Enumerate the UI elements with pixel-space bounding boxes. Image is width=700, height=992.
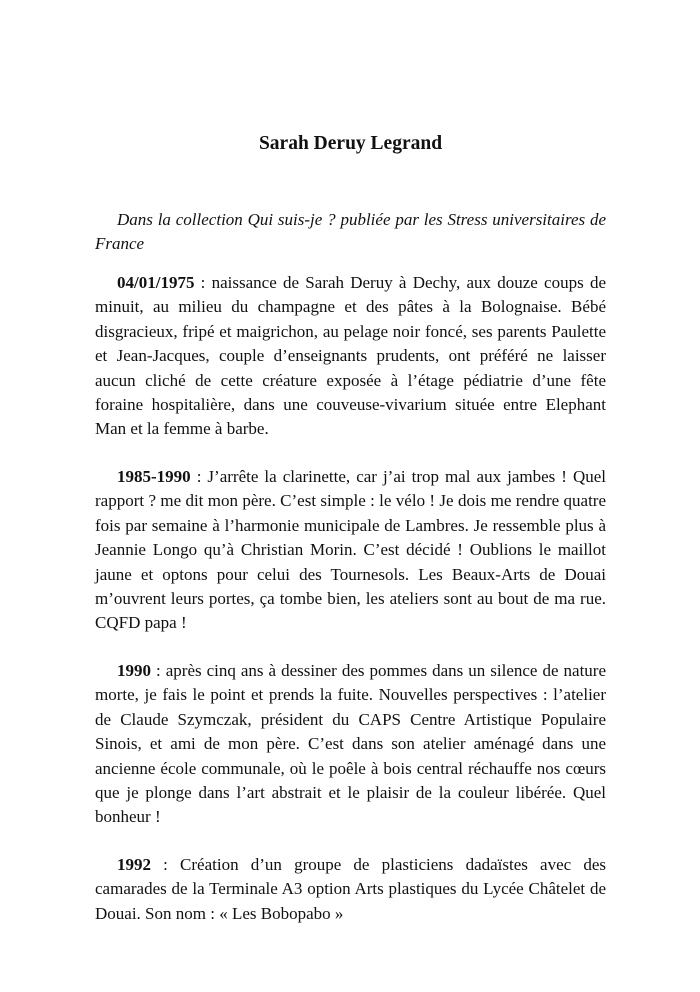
- entry-text: : J’arrête la clarinette, car j’ai trop mal aux jambes ! Quel rapport ? me dit mon père. C’est simple : le vélo ! Je dois me rendre quatre fois par semaine à l’harmonie municipale de Lambres. Je ressemble plus à Jeannie Longo qu’à Christian Morin. C’est décidé ! Oublions le maillot jaune et optons pour celui des Tournesols. Les Beaux-Arts de Douai m’ouvrent leurs portes, ça tombe bien, les ateliers sont au bout de ma rue. CQFD papa !: [95, 467, 606, 633]
- timeline-entry: [95, 271, 606, 442]
- timeline-entry: [95, 465, 606, 636]
- entry-text: : Création d’un groupe de plasticiens dadaïstes avec des camarades de la Terminale A3 option Arts plastiques du Lycée Châtelet de Douai. Son nom : « Les Bobopabo »: [95, 855, 606, 923]
- intro-paragraph: Dans la collection Qui suis-je ? publiée par les Stress universitaires de France: [95, 210, 606, 253]
- entry-text: : après cinq ans à dessiner des pommes dans un silence de nature morte, je fais le point et prends la fuite. Nouvelles perspectives : l’atelier de Claude Szymczak, président du CAPS Centre Artistique Populaire Sinois, et ami de mon père. C’est dans son atelier aménagé dans une ancienne école communale, où le poêle à bois central réchauffe nos cœurs que je plonge dans l’art abstrait et le plaisir de la couleur libérée. Quel bonheur !: [95, 661, 606, 827]
- entry-date: 04/01/1975: [117, 273, 195, 292]
- timeline-entry: [95, 659, 606, 830]
- entry-date: 1985-1990: [117, 467, 191, 486]
- entry-text: : naissance de Sarah Deruy à Dechy, aux douze coups de minuit, au milieu du champagne et des pâtes à la Bolognaise. Bébé disgracieux, fripé et maigrichon, au pelage noir foncé, ses parents Paulette et Jean-Jacques, couple d’enseignants prudents, ont préféré ne laisser aucun cliché de cette créature exposée à l’étage pédiatrie d’une fête foraine hospitalière, dans une couveuse-vivarium située entre Elephant Man et la femme à barbe.: [95, 273, 606, 439]
- entry-date: 1992: [117, 855, 151, 874]
- page-title: Sarah Deruy Legrand: [258, 133, 443, 154]
- entry-date: 1990: [117, 661, 151, 680]
- timeline-entry: [95, 853, 606, 926]
